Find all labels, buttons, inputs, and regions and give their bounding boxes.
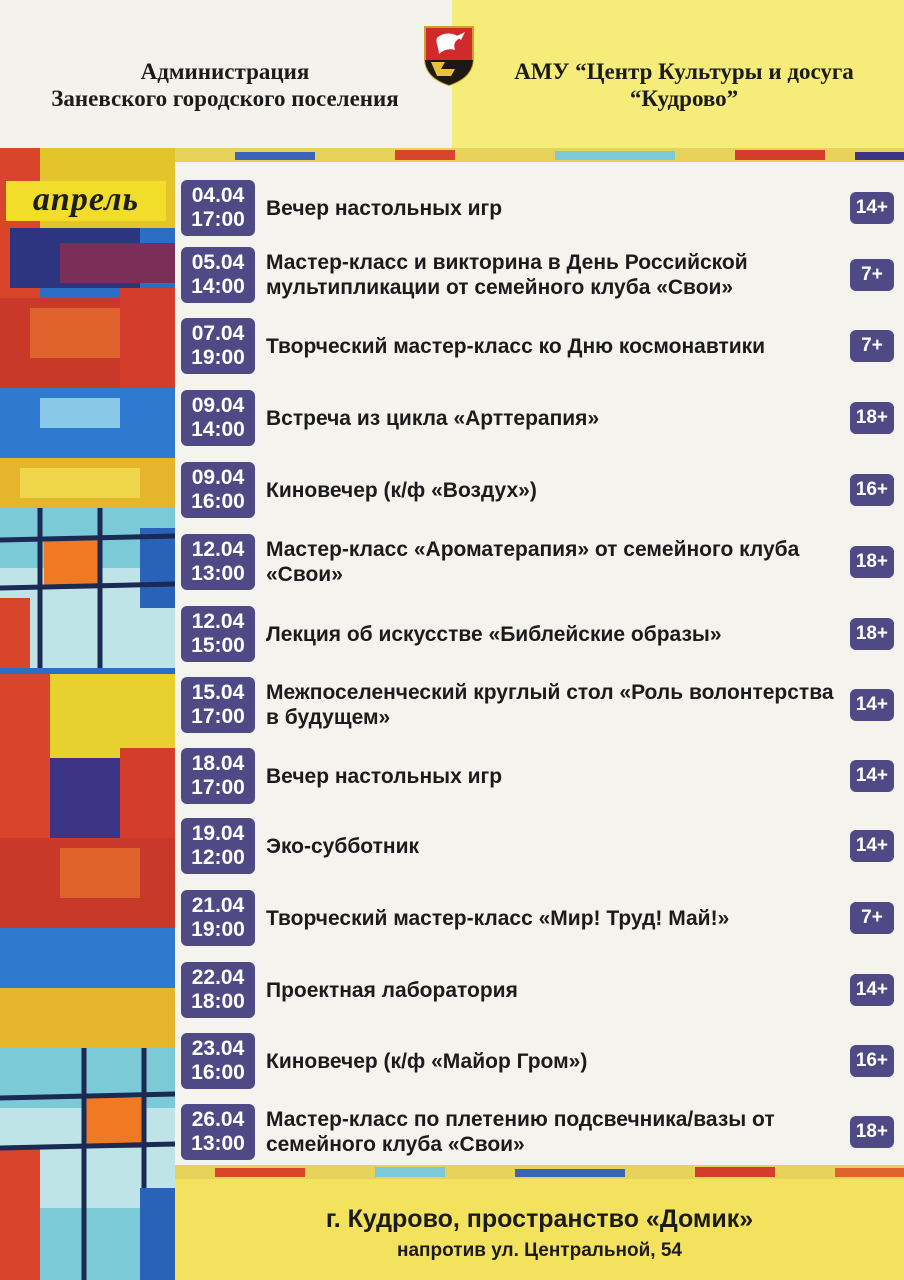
administration-title — [10, 58, 440, 112]
event-date: 22.04 — [191, 966, 245, 989]
event-row — [175, 604, 904, 664]
event-row — [175, 460, 904, 520]
age-rating-badge: 18+ — [850, 618, 894, 650]
event-row — [175, 178, 904, 238]
event-title: Лекция об искусстве «Библейские образы» — [266, 622, 722, 646]
event-date: 12.04 — [191, 538, 245, 561]
events-list — [175, 162, 904, 1165]
abstract-art-bottom-strip — [175, 1165, 904, 1179]
event-time: 16:00 — [191, 490, 245, 513]
event-date: 07.04 — [191, 322, 245, 345]
age-rating-badge: 14+ — [850, 192, 894, 224]
event-datetime-badge — [181, 318, 255, 374]
event-title: Творческий мастер-класс ко Дню космонавтики — [266, 334, 766, 358]
event-datetime-badge — [181, 1033, 255, 1089]
event-time: 16:00 — [191, 1061, 245, 1084]
event-row — [175, 245, 904, 305]
event-date: 19.04 — [191, 822, 245, 845]
age-rating-badge: 14+ — [850, 974, 894, 1006]
age-rating-badge: 18+ — [850, 546, 894, 578]
event-time: 13:00 — [191, 562, 245, 585]
age-rating-badge: 7+ — [850, 330, 894, 362]
culture-center-title — [472, 58, 896, 112]
age-rating-badge: 7+ — [850, 902, 894, 934]
event-datetime-badge — [181, 606, 255, 662]
event-row — [175, 388, 904, 448]
event-date: 15.04 — [191, 681, 245, 704]
event-row — [175, 675, 904, 735]
event-datetime-badge — [181, 748, 255, 804]
venue-address: напротив ул. Центральной, 54 — [397, 1240, 682, 1261]
event-time: 17:00 — [191, 208, 245, 231]
event-time: 14:00 — [191, 418, 245, 441]
event-datetime-badge — [181, 390, 255, 446]
age-rating-badge: 7+ — [850, 259, 894, 291]
venue-name: г. Кудрово, пространство «Домик» — [325, 1205, 754, 1233]
event-date: 18.04 — [191, 752, 245, 775]
event-time: 15:00 — [191, 634, 245, 657]
event-time: 13:00 — [191, 1132, 245, 1155]
age-rating-badge: 18+ — [850, 402, 894, 434]
event-title: Творческий мастер-класс «Мир! Труд! Май!» — [266, 906, 730, 930]
event-row — [175, 1031, 904, 1091]
event-datetime-badge — [181, 1104, 255, 1160]
event-date: 26.04 — [191, 1108, 245, 1131]
event-datetime-badge — [181, 180, 255, 236]
event-title: Мастер-класс «Ароматерапия» от семейного клуба «Свои» — [266, 538, 800, 586]
event-row — [175, 746, 904, 806]
event-title: Киновечер (к/ф «Воздух») — [266, 478, 537, 502]
event-date: 23.04 — [191, 1037, 245, 1060]
event-date: 21.04 — [191, 894, 245, 917]
event-time: 18:00 — [191, 990, 245, 1013]
event-title: Межпоселенческий круглый стол «Роль волонтерства в будущем» — [266, 681, 834, 729]
culture-center-line-1: АМУ “Центр Культуры и досуга — [514, 59, 854, 84]
event-title: Мастер-класс по плетению подсвечника/вазы от семейного клуба «Свои» — [266, 1108, 775, 1156]
event-datetime-badge — [181, 462, 255, 518]
event-title: Эко-субботник — [266, 834, 419, 858]
event-datetime-badge — [181, 534, 255, 590]
month-label: апрель — [6, 181, 166, 221]
event-time: 14:00 — [191, 275, 245, 298]
event-row — [175, 316, 904, 376]
event-date: 12.04 — [191, 610, 245, 633]
event-time: 17:00 — [191, 705, 245, 728]
age-rating-badge: 14+ — [850, 830, 894, 862]
event-date: 05.04 — [191, 251, 245, 274]
event-title: Проектная лаборатория — [266, 978, 518, 1002]
age-rating-badge: 14+ — [850, 689, 894, 721]
event-row — [175, 816, 904, 876]
event-time: 19:00 — [191, 346, 245, 369]
administration-line-1: Администрация — [140, 59, 310, 84]
event-row — [175, 888, 904, 948]
event-row — [175, 960, 904, 1020]
abstract-art-left-strip — [0, 148, 175, 1280]
event-row — [175, 1102, 904, 1162]
event-title: Вечер настольных игр — [266, 196, 503, 220]
event-time: 17:00 — [191, 776, 245, 799]
event-title: Встреча из цикла «Арттерапия» — [266, 406, 600, 430]
abstract-art-top-strip — [175, 148, 904, 162]
event-date: 09.04 — [191, 394, 245, 417]
event-datetime-badge — [181, 962, 255, 1018]
event-time: 12:00 — [191, 846, 245, 869]
age-rating-badge: 16+ — [850, 474, 894, 506]
age-rating-badge: 14+ — [850, 760, 894, 792]
event-date: 09.04 — [191, 466, 245, 489]
event-row — [175, 532, 904, 592]
event-datetime-badge — [181, 247, 255, 303]
event-datetime-badge — [181, 890, 255, 946]
age-rating-badge: 18+ — [850, 1116, 894, 1148]
event-time: 19:00 — [191, 918, 245, 941]
coat-of-arms-icon — [421, 24, 477, 86]
administration-line-2: Заневского городского поселения — [51, 86, 399, 111]
event-title: Вечер настольных игр — [266, 764, 503, 788]
venue-footer — [175, 1179, 904, 1280]
event-datetime-badge — [181, 677, 255, 733]
age-rating-badge: 16+ — [850, 1045, 894, 1077]
event-title: Мастер-класс и викторина в День Российской мультипликации от семейного клуба «Свои» — [266, 251, 748, 299]
event-datetime-badge — [181, 818, 255, 874]
event-date: 04.04 — [191, 184, 245, 207]
event-title: Киновечер (к/ф «Майор Гром») — [266, 1049, 588, 1073]
culture-center-line-2: “Кудрово” — [629, 86, 739, 111]
